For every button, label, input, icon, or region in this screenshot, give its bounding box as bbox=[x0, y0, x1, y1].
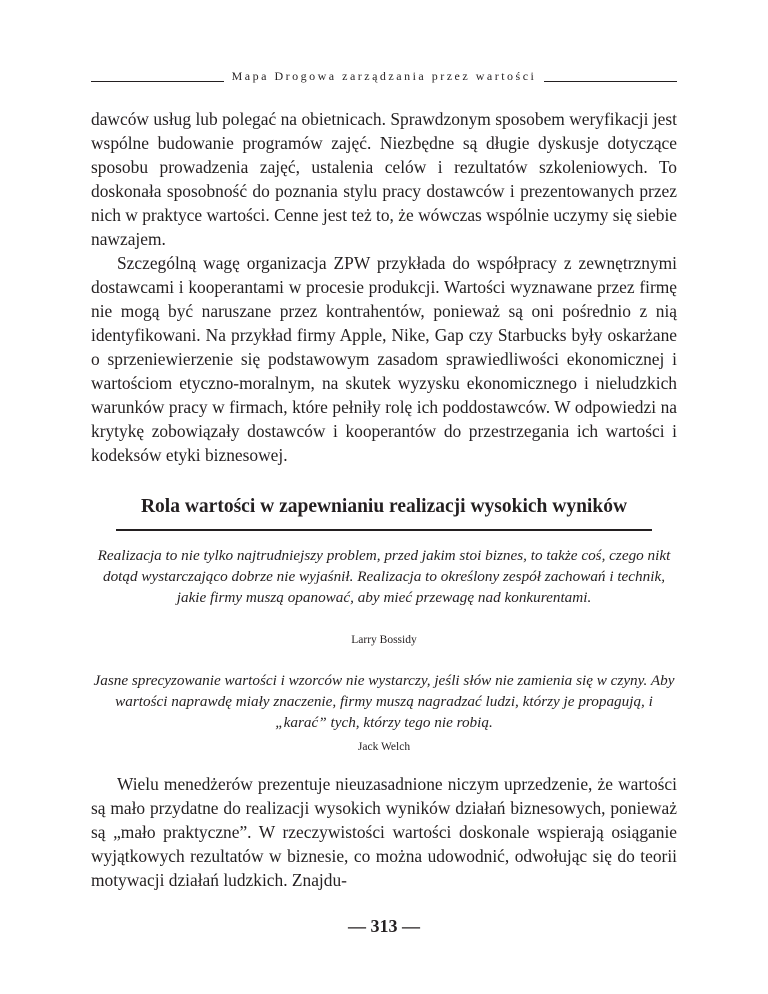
running-header bbox=[91, 64, 677, 88]
heading-underline bbox=[116, 529, 652, 531]
quote-attribution: Larry Bossidy bbox=[351, 634, 417, 646]
header-rule-left bbox=[91, 81, 224, 82]
epigraph-quote: Jasne sprecyzowanie wartości i wzorców nie wystarczy, jeśli słów nie zamienia się w czyny. Aby wartości naprawdę miały znaczenie, firmy muszą nagradzać ludzi, którzy je propagują, i „karać” tych, którzy tego nie robią. bbox=[93, 672, 675, 731]
epigraph-quote: Realizacja to nie tylko najtrudniejszy problem, przed jakim stoi biznes, to także coś, czego nikt dotąd wystarczająco dobrze nie wyjaśnił. Realizacja to określony zespół zachowań i technik, jakie firmy muszą opanować, aby mieć przewagę nad konkurentami. bbox=[97, 547, 671, 606]
section-heading: Rola wartości w zapewnianiu realizacji wysokich wyników bbox=[140, 496, 628, 517]
header-rule-right bbox=[544, 81, 677, 82]
paragraph: Szczególną wagę organizacja ZPW przykłada do współpracy z zewnętrznymi dostawcami i kooperantami w procesie produkcji. Wartości wyznawane przez firmę nie mogą być naruszane przez kontrahentów, ponieważ są oni pośrednio z nią identyfikowani. Na przykład firmy Apple, Nike, Gap czy Starbucks były oskarżane o sprzeniewierzenie się podstawowym zasadom sprawiedliwości ekonomicznej i wartościom etyczno-moralnym, na skutek wyzysku ekonomicznego i nieludzkich warunków pracy w firmach, które pełniły rolę ich poddostawców. W odpowiedzi na krytykę zobowiązały dostawców i kooperantów do przestrzegania ich wartości i kodeksów etyki biznesowej. bbox=[91, 253, 677, 465]
body-text-top bbox=[91, 107, 677, 467]
page-number: — 313 — bbox=[348, 916, 420, 936]
running-header-title: Mapa Drogowa zarządzania przez wartości bbox=[231, 68, 537, 83]
quote-attribution: Jack Welch bbox=[357, 741, 411, 753]
paragraph: Wielu menedżerów prezentuje nieuzasadnione niczym uprzedzenie, że wartości są mało przydatne do realizacji wysokich wyników działań biznesowych, ponieważ są „mało praktyczne”. W rzeczywistości wartości doskonale wspierają osiąganie wyjątkowych rezultatów w biznesie, co można udowodnić, odwołując się do teorii motywacji działań ludzkich. Znajdu- bbox=[91, 774, 677, 890]
paragraph-continuation: dawców usług lub polegać na obietnicach. Sprawdzonym sposobem weryfikacji jest wspólne budowanie programów zajęć. Niezbędne są długie dyskusje dotyczące sposobu prowadzenia zajęć, ustalenia celów i rezultatów szkoleniowych. To doskonała sposobność do poznania stylu pracy dostawców i prezentowanych przez nich w praktyce wartości. Cenne jest też to, że wówczas wspólnie uczymy się siebie nawzajem. bbox=[91, 109, 677, 249]
body-text-bottom bbox=[91, 772, 677, 892]
